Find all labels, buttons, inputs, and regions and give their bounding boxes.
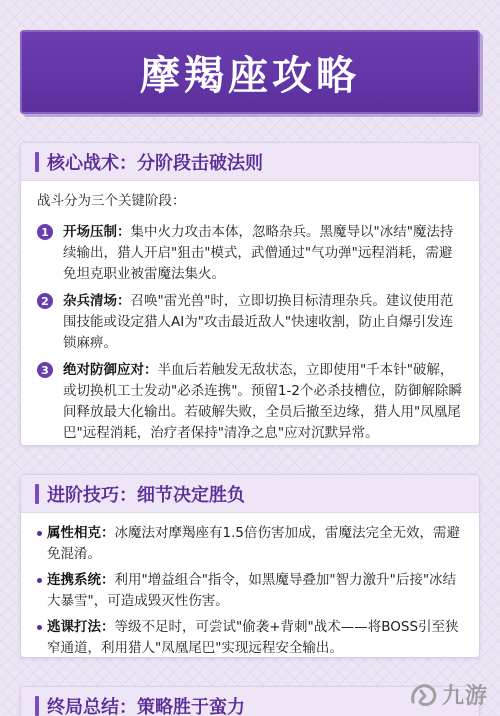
core-tactics-header [21, 143, 479, 181]
watermark-text: 九游 [441, 684, 488, 709]
core-tactics-title: 核心战术：分阶段击破法则 [47, 152, 263, 174]
phase-item [37, 360, 465, 444]
title-banner [20, 30, 480, 114]
bullet-dot [37, 625, 42, 630]
advanced-tips-card [20, 474, 480, 658]
watermark [409, 679, 488, 710]
advanced-tips-title: 进阶技巧：细节决定胜负 [47, 484, 245, 506]
phase-item [37, 222, 465, 285]
tip-item [37, 523, 465, 565]
bullet-dot [37, 531, 42, 536]
number-badge: 1 [37, 224, 53, 240]
core-tactics-card [20, 142, 480, 446]
tip-item [37, 617, 465, 658]
page-title: 摩羯座攻略 [140, 52, 360, 99]
phase-text: 半血后若触发无敌状态，立即使用"千本针"破解，或切换机工士发动"必杀连携"。预留1-2个必杀技槽位，防御解除瞬间释放最大化输出。若破解失败，全员后撤至边缘，猎人用"凤凰尾巴"远程消耗，治疗者保持"清净之息"应对沉默异常。 [63, 362, 462, 441]
advanced-tips-header [21, 475, 479, 513]
phase-lead: 绝对防御应对： [63, 362, 158, 378]
phase-text: 集中火力攻击本体，忽略杂兵。黑魔导以"冰结"魔法持续输出，猎人开启"狙击"模式，武僧通过"气功弹"远程消耗，需避免坦克职业被雷魔法集火。 [63, 224, 454, 282]
tip-text: 等级不足时，可尝试"偷袭+背刺"战术——将BOSS引至狭窄通道，利用猎人"凤凰尾巴"实现远程安全输出。 [47, 619, 459, 656]
tip-text: 利用"增益组合"指令，如黑魔导叠加"智力激升"后接"冰结大暴雪"，可造成毁灭性伤害。 [47, 572, 457, 609]
conclusion-title: 终局总结：策略胜于蛮力 [47, 696, 245, 716]
tip-lead: 属性相克： [47, 525, 115, 541]
tip-lead: 连携系统： [47, 572, 115, 588]
phase-lead: 开场压制： [63, 224, 131, 240]
phase-text: 召唤"雷光兽"时，立即切换目标清理杂兵。建议使用范围技能或设定猎人AI为"攻击最近敌人"快速收割，防止自爆引发连锁麻痹。 [63, 293, 454, 351]
tip-lead: 逃课打法： [47, 619, 115, 635]
bullet-dot [37, 578, 42, 583]
number-badge: 2 [37, 293, 53, 309]
intro-text: 战斗分为三个关键阶段： [37, 193, 186, 209]
phase-lead: 杂兵清场： [63, 293, 131, 309]
jiuyou-logo-icon [409, 682, 439, 708]
number-badge: 3 [37, 362, 53, 378]
tip-item [37, 570, 465, 612]
tip-text: 冰魔法对摩羯座有1.5倍伤害加成，雷魔法完全无效，需避免混淆。 [47, 525, 460, 562]
phase-item [37, 291, 465, 354]
